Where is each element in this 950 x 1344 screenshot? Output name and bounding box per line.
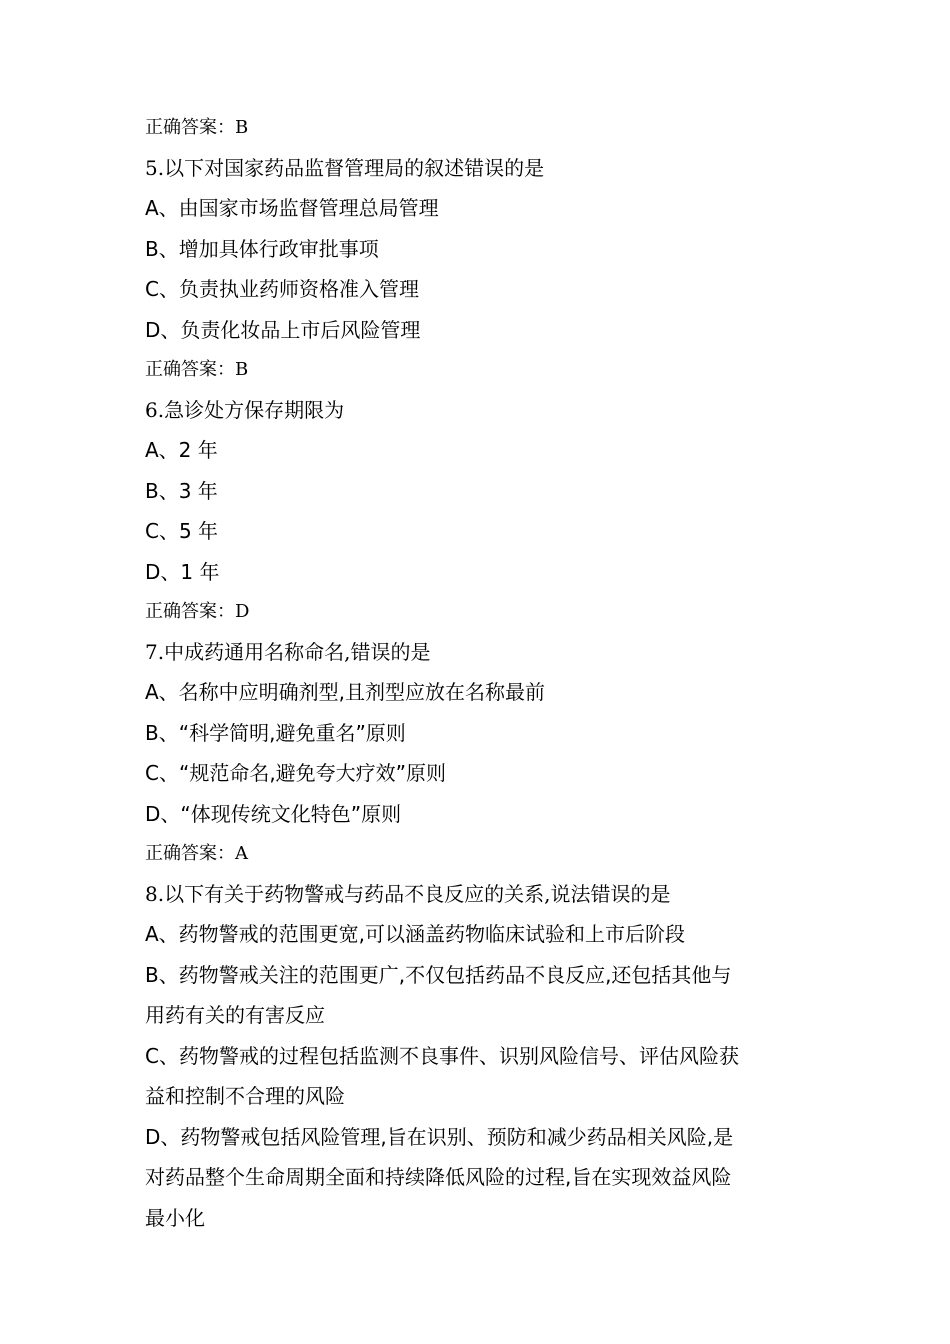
- question-8: 8.以下有关于药物警戒与药品不良反应的关系,说法错误的是: [145, 882, 671, 906]
- q6-option-a: A、2 年: [145, 438, 218, 462]
- q5-option-c: C、负责执业药师资格准入管理: [145, 277, 419, 301]
- question-6: 6.急诊处方保存期限为: [145, 398, 345, 422]
- q6-option-c: C、5 年: [145, 519, 219, 543]
- q5-option-a: A、由国家市场监督管理总局管理: [145, 196, 439, 220]
- q7-option-d: D、“体现传统文化特色”原则: [145, 801, 402, 826]
- q5-option-d: D、负责化妆品上市后风险管理: [145, 317, 421, 342]
- answer-line-q4: 正确答案：B: [145, 117, 249, 138]
- q8-option-a: A、药物警戒的范围更宽,可以涵盖药物临床试验和上市后阶段: [145, 922, 686, 946]
- q8-option-d-line-1: D、药物警戒包括风险管理,旨在识别、预防和减少药品相关风险,是: [145, 1124, 734, 1149]
- q8-option-d-line-2: 对药品整个生命周期全面和持续降低风险的过程,旨在实现效益风险: [145, 1165, 732, 1189]
- q8-option-b-line-1: B、药物警戒关注的范围更广,不仅包括药品不良反应,还包括其他与: [145, 962, 732, 987]
- question-5: 5.以下对国家药品监督管理局的叙述错误的是: [145, 156, 545, 180]
- q8-option-c-line-1: C、药物警戒的过程包括监测不良事件、识别风险信号、评估风险获: [145, 1043, 739, 1068]
- answer-line-q5: 正确答案：B: [145, 359, 249, 380]
- q8-option-c-line-2: 益和控制不合理的风险: [145, 1084, 345, 1108]
- q7-option-b: B、“科学简明,避免重名”原则: [145, 720, 406, 745]
- question-list: [145, 108, 815, 1238]
- answer-line-q7: 正确答案：A: [145, 843, 248, 864]
- answer-line-q6: 正确答案：D: [145, 601, 250, 622]
- q6-option-b: B、3 年: [145, 478, 218, 503]
- q8-option-d-line-3: 最小化: [145, 1205, 205, 1230]
- q8-option-b-line-2: 用药有关的有害反应: [145, 1003, 325, 1027]
- q5-option-b: B、增加具体行政审批事项: [145, 236, 379, 261]
- q7-option-a: A、名称中应明确剂型,且剂型应放在名称最前: [145, 680, 546, 704]
- q6-option-d: D、1 年: [145, 559, 220, 584]
- question-7: 7.中成药通用名称命名,错误的是: [145, 640, 431, 664]
- q7-option-c: C、“规范命名,避免夸大疗效”原则: [145, 761, 447, 785]
